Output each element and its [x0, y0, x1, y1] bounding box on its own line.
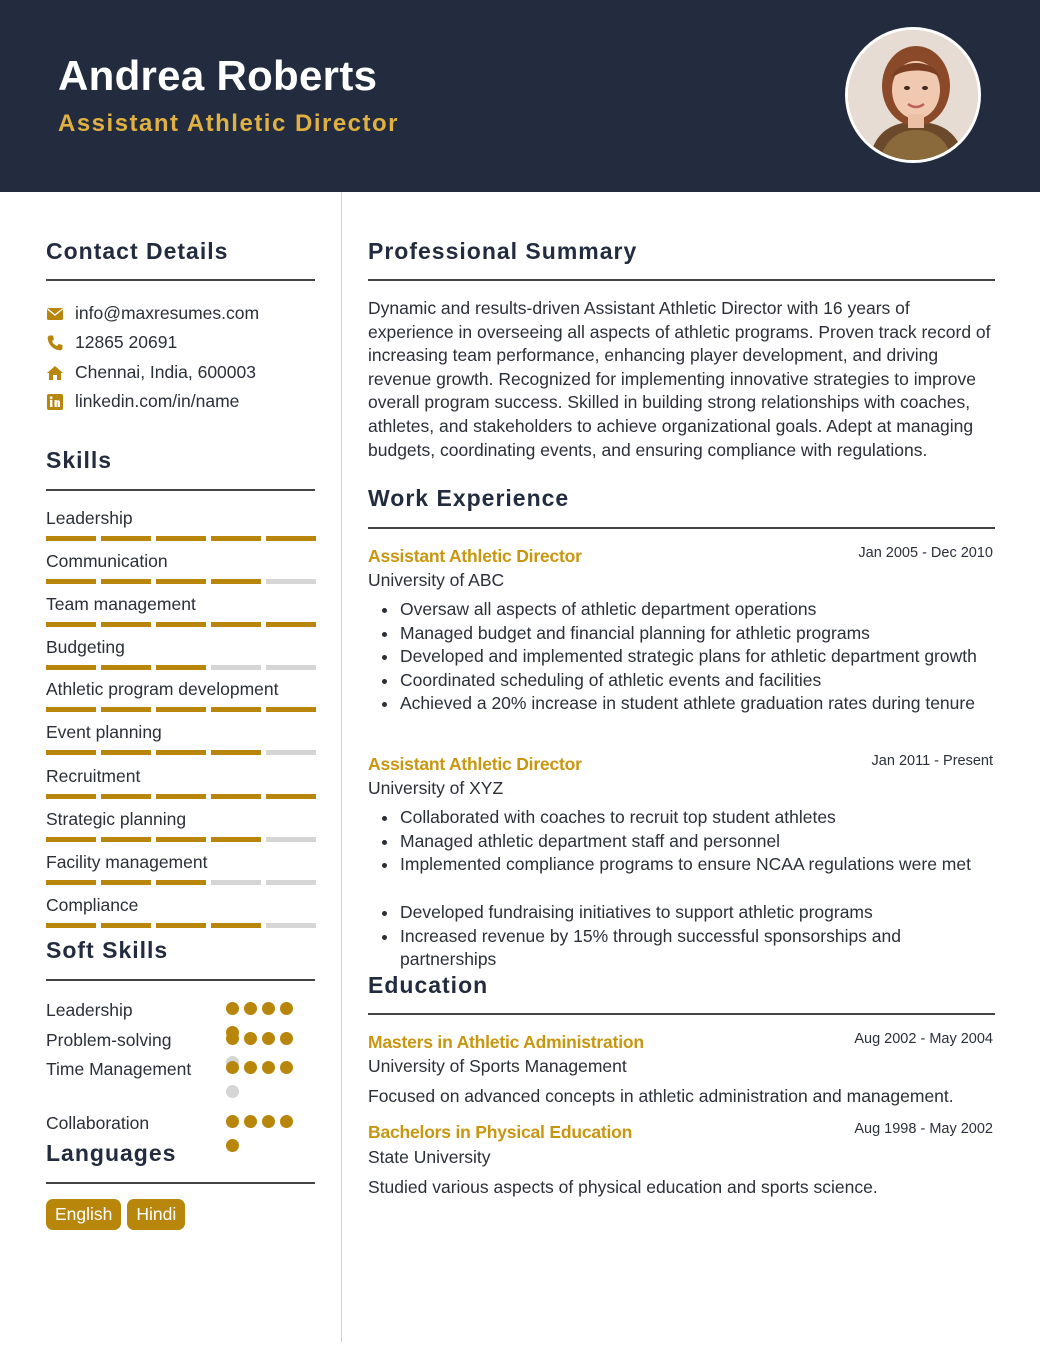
skill-level-segment — [156, 750, 206, 755]
summary-heading: Professional Summary — [368, 238, 638, 264]
language-badge: Hindi — [127, 1199, 185, 1230]
skill-level-segment — [101, 923, 151, 928]
skill-level-segment — [156, 880, 206, 885]
skill-label: Team management — [46, 594, 196, 614]
skill-row — [46, 895, 316, 928]
job-bullets — [368, 598, 996, 716]
education-heading: Education — [368, 972, 489, 998]
skill-level-segment — [46, 794, 96, 799]
skills-heading-line — [46, 489, 315, 491]
skill-row — [46, 551, 316, 584]
skill-level-segment — [46, 579, 96, 584]
job-bullet: Coordinated scheduling of athletic events and facilities — [368, 669, 996, 693]
skill-label: Strategic planning — [46, 809, 187, 829]
skill-level-segment — [156, 579, 206, 584]
rating-dot — [226, 1032, 239, 1045]
degree-date: Aug 2002 - May 2004 — [854, 1031, 993, 1047]
skill-level-segment — [156, 923, 206, 928]
envelope-icon — [46, 305, 64, 323]
skill-row — [46, 637, 316, 670]
soft-skill-label: Time Management — [46, 1059, 192, 1079]
soft-skill-row — [46, 1111, 316, 1135]
skill-level-segment — [101, 707, 151, 712]
skill-level-segment — [211, 707, 261, 712]
skill-level-segment — [211, 880, 261, 885]
skill-label: Budgeting — [46, 637, 125, 657]
skill-level-bar — [46, 880, 316, 885]
job-bullet: Oversaw all aspects of athletic department operations — [368, 598, 996, 622]
skill-level-segment — [46, 536, 96, 541]
rating-dot — [280, 1032, 293, 1045]
rating-dot — [280, 1002, 293, 1015]
contact-address-text: Chennai, India, 600003 — [75, 362, 256, 382]
skill-level-segment — [46, 665, 96, 670]
rating-dot — [262, 1115, 275, 1128]
degree-school: State University — [368, 1147, 491, 1167]
skill-level-bar — [46, 622, 316, 627]
skill-level-segment — [46, 880, 96, 885]
skill-level-segment — [101, 536, 151, 541]
job-bullet: Managed athletic department staff and personnel — [368, 830, 996, 854]
skill-level-segment — [156, 622, 206, 627]
skill-level-segment — [266, 665, 316, 670]
rating-dot — [226, 1061, 239, 1074]
skill-row — [46, 766, 316, 799]
soft-skill-label: Collaboration — [46, 1113, 150, 1133]
job-organization: University of ABC — [368, 570, 505, 590]
skill-level-segment — [156, 837, 206, 842]
skill-row — [46, 809, 316, 842]
degree-date: Aug 1998 - May 2002 — [854, 1121, 993, 1137]
rating-dot — [244, 1002, 257, 1015]
contact-phone[interactable] — [46, 332, 177, 353]
skill-level-segment — [211, 794, 261, 799]
skill-level-segment — [101, 579, 151, 584]
skill-level-segment — [211, 536, 261, 541]
profile-photo — [845, 27, 981, 163]
rating-dot — [244, 1061, 257, 1074]
skill-level-bar — [46, 665, 316, 670]
skill-level-segment — [266, 536, 316, 541]
summary-heading-line — [368, 279, 995, 281]
phone-icon — [46, 334, 64, 352]
skill-level-bar — [46, 794, 316, 799]
education-heading-line — [368, 1013, 995, 1015]
job-title: Assistant Athletic Director — [368, 754, 582, 774]
experience-heading-line — [368, 527, 995, 529]
linkedin-icon — [46, 393, 64, 411]
rating-dot — [226, 1139, 239, 1152]
skill-level-segment — [211, 923, 261, 928]
skill-label: Leadership — [46, 508, 133, 528]
skill-label: Athletic program development — [46, 679, 279, 699]
skill-level-bar — [46, 923, 316, 928]
skill-level-segment — [211, 750, 261, 755]
contact-email[interactable] — [46, 303, 259, 324]
skill-level-bar — [46, 536, 316, 541]
job-organization: University of XYZ — [368, 778, 504, 798]
skill-level-segment — [46, 923, 96, 928]
skill-level-segment — [266, 923, 316, 928]
rating-dot — [244, 1115, 257, 1128]
rating-dot — [226, 1115, 239, 1128]
rating-dot — [262, 1061, 275, 1074]
soft-skill-label: Leadership — [46, 1000, 133, 1020]
skill-level-segment — [156, 665, 206, 670]
skill-level-segment — [266, 707, 316, 712]
rating-dot — [226, 1085, 239, 1098]
contact-email-text: info@maxresumes.com — [75, 303, 260, 323]
job-bullet: Developed fundraising initiatives to support athletic programs — [368, 901, 996, 925]
contact-heading-line — [46, 279, 315, 281]
job-bullet: Developed and implemented strategic plans for athletic department growth — [368, 645, 996, 669]
rating-dot — [244, 1032, 257, 1045]
soft-skill-row — [46, 1057, 316, 1105]
job-bullet: Collaborated with coaches to recruit top student athletes — [368, 806, 996, 830]
rating-dot — [280, 1115, 293, 1128]
skill-level-segment — [101, 622, 151, 627]
skill-level-segment — [46, 707, 96, 712]
rating-dot — [280, 1061, 293, 1074]
skill-label: Event planning — [46, 722, 162, 742]
degree-description: Studied various aspects of physical education and sports science. — [368, 1177, 878, 1197]
degree-school: University of Sports Management — [368, 1056, 627, 1076]
job-bullet: Managed budget and financial planning for athletic programs — [368, 622, 996, 646]
skill-level-segment — [156, 536, 206, 541]
soft-skills-heading-line — [46, 979, 315, 981]
contact-heading: Contact Details — [46, 238, 229, 264]
rating-dot — [262, 1032, 275, 1045]
resume-header — [0, 0, 1040, 192]
column-divider — [341, 192, 342, 1342]
contact-address — [46, 362, 256, 383]
skill-row — [46, 508, 316, 541]
skill-label: Communication — [46, 551, 168, 571]
skill-level-segment — [211, 837, 261, 842]
job-bullets — [368, 901, 996, 972]
contact-linkedin-text: linkedin.com/in/name — [75, 391, 240, 411]
candidate-title: Assistant Athletic Director — [58, 110, 400, 137]
skill-level-segment — [156, 707, 206, 712]
skill-level-segment — [266, 794, 316, 799]
job-date: Jan 2011 - Present — [871, 753, 993, 769]
degree-description: Focused on advanced concepts in athletic administration and management. — [368, 1086, 954, 1106]
language-badge: English — [46, 1199, 121, 1230]
skill-level-bar — [46, 579, 316, 584]
degree-title: Masters in Athletic Administration — [368, 1032, 644, 1052]
skill-level-segment — [101, 750, 151, 755]
contact-phone-text: 12865 20691 — [75, 332, 178, 352]
skill-level-segment — [266, 750, 316, 755]
summary-text: Dynamic and results-driven Assistant Athletic Director with 16 years of experience in overseeing all aspects of athletic programs. Proven track record of increasing team performance, enhancing player development, and driving revenue growth. Recognized for implementing innovative strategies to improve overall program success. Skilled in building strong relationships with coaches, athletes, and stakeholders to achieve organizational goals. Adept at managing budgets, coordinating events, and ensuring compliance with regulations. — [368, 298, 991, 460]
skill-level-segment — [101, 665, 151, 670]
soft-skills-heading: Soft Skills — [46, 937, 169, 963]
skill-label: Recruitment — [46, 766, 141, 786]
skill-level-segment — [266, 880, 316, 885]
job-date: Jan 2005 - Dec 2010 — [858, 545, 993, 561]
skill-level-segment — [156, 794, 206, 799]
skill-label: Facility management — [46, 852, 208, 872]
soft-skill-label: Problem-solving — [46, 1030, 172, 1050]
skill-level-segment — [266, 579, 316, 584]
skill-level-segment — [211, 665, 261, 670]
skill-level-segment — [101, 794, 151, 799]
skill-label: Compliance — [46, 895, 139, 915]
home-icon — [46, 364, 64, 382]
job-bullet: Achieved a 20% increase in student athlete graduation rates during tenure — [368, 692, 996, 716]
skill-level-bar — [46, 750, 316, 755]
skill-row — [46, 722, 316, 755]
job-bullets — [368, 806, 996, 877]
skill-level-bar — [46, 707, 316, 712]
skill-level-segment — [46, 622, 96, 627]
skill-row — [46, 852, 316, 885]
skill-row — [46, 594, 316, 627]
languages-heading-line — [46, 1182, 315, 1184]
job-bullet: Increased revenue by 15% through successful sponsorships and partnerships — [368, 925, 996, 972]
experience-heading: Work Experience — [368, 485, 570, 511]
job-title: Assistant Athletic Director — [368, 546, 582, 566]
degree-title: Bachelors in Physical Education — [368, 1122, 633, 1142]
profile-photo-illustration — [848, 30, 981, 163]
languages-list — [46, 1199, 185, 1230]
languages-heading: Languages — [46, 1140, 177, 1166]
skill-level-segment — [46, 837, 96, 842]
skill-level-segment — [101, 837, 151, 842]
rating-dot — [262, 1002, 275, 1015]
contact-linkedin[interactable] — [46, 391, 239, 412]
soft-skill-row — [46, 998, 316, 1022]
soft-skill-row — [46, 1028, 316, 1052]
job-bullet: Implemented compliance programs to ensure NCAA regulations were met — [368, 853, 996, 877]
skill-level-segment — [101, 880, 151, 885]
skill-level-segment — [211, 622, 261, 627]
skill-level-segment — [266, 622, 316, 627]
candidate-name: Andrea Roberts — [58, 52, 378, 99]
skill-level-segment — [266, 837, 316, 842]
skill-level-bar — [46, 837, 316, 842]
skill-level-segment — [211, 579, 261, 584]
rating-dot — [226, 1002, 239, 1015]
skill-row — [46, 679, 316, 712]
skills-heading: Skills — [46, 447, 113, 473]
skill-level-segment — [46, 750, 96, 755]
